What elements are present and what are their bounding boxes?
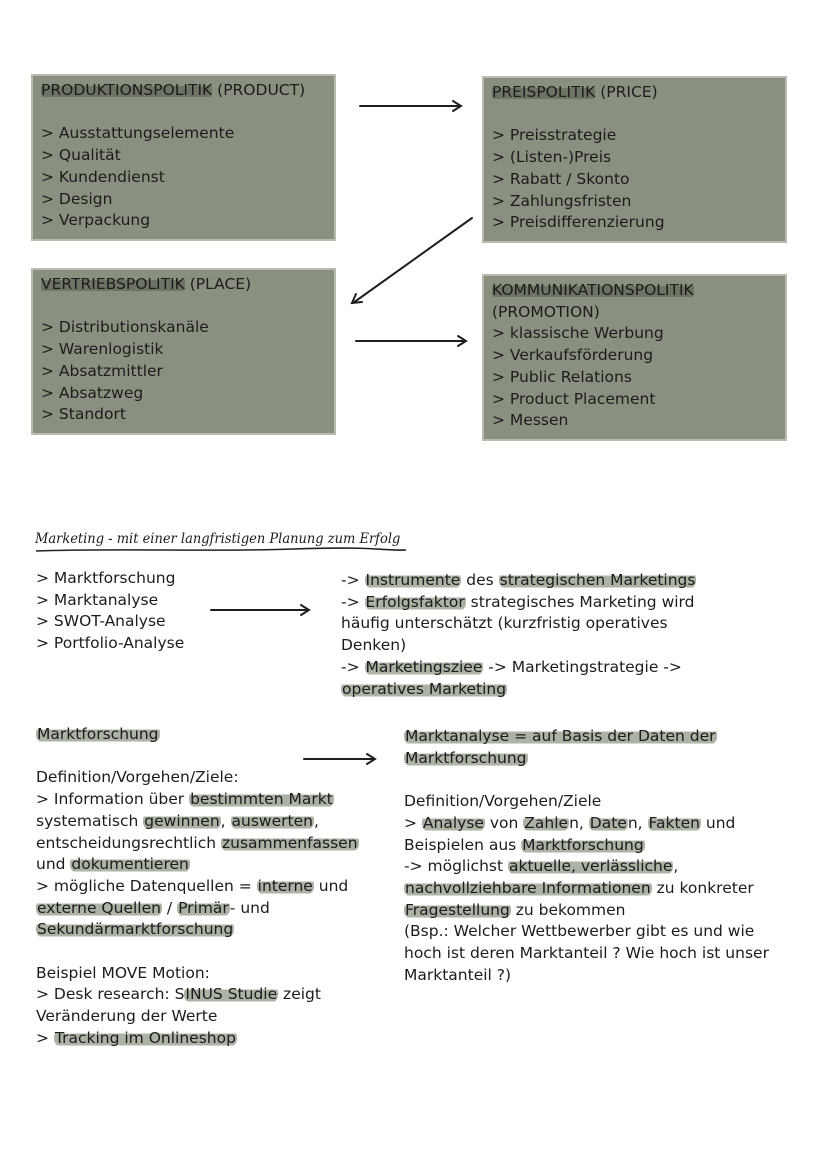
highlight: dokumentieren bbox=[71, 855, 189, 874]
list-item: > Portfolio-Analyse bbox=[36, 634, 185, 653]
text-line bbox=[36, 919, 406, 941]
price-box bbox=[482, 76, 787, 243]
text-line: Veränderung der Werte bbox=[36, 1007, 218, 1026]
text-line bbox=[36, 898, 406, 920]
product-title-main: PRODUKTIONSPOLITIK bbox=[41, 81, 213, 99]
place-title-sub: (PLACE) bbox=[189, 275, 252, 293]
text: > bbox=[404, 813, 422, 832]
product-title-sub: (PRODUCT) bbox=[217, 81, 306, 99]
text: / bbox=[161, 898, 178, 917]
highlight: Analyse bbox=[422, 813, 484, 832]
highlight: Instrumente bbox=[365, 571, 461, 589]
section-title bbox=[404, 748, 804, 770]
marketing-left-list bbox=[36, 568, 184, 655]
text: zeigt bbox=[278, 985, 321, 1004]
highlight: Erfolgsfaktor bbox=[365, 592, 465, 611]
product-title bbox=[41, 80, 326, 102]
marketing-right-text bbox=[341, 570, 761, 700]
highlight: zusammenfassen bbox=[221, 833, 358, 852]
text-line: Definition/Vorgehen/Ziele: bbox=[36, 768, 239, 787]
text-line bbox=[36, 876, 406, 898]
list-item: > Distributionskanäle bbox=[41, 318, 209, 337]
text: -> Marketingstrategie -> bbox=[483, 657, 682, 676]
text: n, bbox=[627, 813, 648, 832]
text-line: Beispiel MOVE Motion: bbox=[36, 963, 210, 982]
text: Beispielen aus bbox=[404, 835, 522, 854]
text: > mögliche Datenquellen = bbox=[36, 876, 257, 895]
text-line bbox=[404, 900, 804, 922]
text-line bbox=[341, 570, 761, 592]
list-item: > Verkaufsförderung bbox=[492, 346, 654, 365]
list-item: > Public Relations bbox=[492, 367, 632, 386]
text-line bbox=[341, 679, 761, 701]
promotion-title-sub: (PROMOTION) bbox=[492, 302, 600, 321]
text: -> möglichst bbox=[404, 857, 508, 876]
highlight: operatives Marketing bbox=[342, 679, 507, 698]
list-item: > Rabatt / Skonto bbox=[492, 169, 630, 188]
text: > Information über bbox=[36, 790, 190, 809]
text-line bbox=[404, 878, 804, 900]
place-list bbox=[41, 317, 326, 426]
text: , bbox=[673, 857, 679, 876]
list-item: > Absatzmittler bbox=[41, 361, 163, 380]
text-line bbox=[341, 657, 761, 679]
promotion-title-main: KOMMUNIKATIONSPOLITIK bbox=[492, 281, 694, 299]
promotion-box bbox=[482, 274, 787, 441]
price-title bbox=[492, 82, 777, 104]
highlight: Tracking im Onlineshop bbox=[54, 1028, 236, 1047]
text-line bbox=[404, 856, 804, 878]
list-item: > Zahlungsfristen bbox=[492, 191, 632, 210]
arrow-head bbox=[352, 294, 362, 303]
promotion-list bbox=[492, 323, 777, 432]
arrow-line bbox=[353, 218, 472, 303]
text: und bbox=[313, 876, 349, 895]
product-box bbox=[31, 74, 336, 241]
text-line: Denken) bbox=[341, 636, 407, 655]
place-title bbox=[41, 274, 326, 296]
text-line bbox=[341, 592, 761, 614]
price-list bbox=[492, 125, 777, 234]
script-underline bbox=[34, 546, 409, 554]
highlight: externe Quellen bbox=[37, 898, 161, 917]
list-item: > Preisdifferenzierung bbox=[492, 213, 665, 232]
script-heading: Marketing - mit einer langfristigen Planung zum Erfolg bbox=[35, 531, 401, 547]
text: strategisches Marketing wird bbox=[465, 592, 695, 611]
text-line bbox=[36, 984, 406, 1006]
highlight: Marktforschung bbox=[37, 725, 159, 743]
list-item: > Standort bbox=[41, 405, 126, 424]
list-item: > Kundendienst bbox=[41, 167, 165, 186]
marktanalyse-section bbox=[404, 726, 804, 986]
text: zu konkreter bbox=[651, 878, 754, 897]
text: , bbox=[220, 811, 231, 830]
highlight: INUS Studie bbox=[185, 985, 278, 1004]
text: - und bbox=[229, 898, 270, 917]
text-line bbox=[404, 813, 804, 835]
text-line bbox=[404, 835, 804, 857]
text: > Desk research: S bbox=[36, 985, 185, 1004]
highlight: nachvollziehbare Informationen bbox=[405, 878, 651, 897]
highlight: Fakten bbox=[648, 813, 700, 832]
text-line: häufig unterschätzt (kurzfristig operatives bbox=[341, 614, 668, 633]
price-title-sub: (PRICE) bbox=[600, 83, 658, 101]
text-line: hoch ist deren Marktanteil ? Wie hoch ist unser bbox=[404, 944, 769, 963]
text: -> bbox=[341, 592, 365, 611]
highlight: aktuelle, verlässliche bbox=[508, 857, 673, 876]
list-item: > Qualität bbox=[41, 146, 121, 165]
marktforschung-section bbox=[36, 724, 406, 1050]
list-item: > Preisstrategie bbox=[492, 126, 617, 145]
arrow-head bbox=[301, 605, 309, 615]
promotion-title bbox=[492, 280, 777, 323]
highlight: bestimmten Markt bbox=[190, 790, 333, 809]
text: und bbox=[36, 855, 71, 874]
text: zu bekommen bbox=[510, 900, 626, 919]
highlight: Sekundärmarktforschung bbox=[37, 920, 234, 939]
highlight: auswerten bbox=[231, 811, 313, 830]
text-line bbox=[36, 811, 406, 833]
text: -> bbox=[341, 657, 365, 676]
list-item: > Marktanalyse bbox=[36, 590, 159, 609]
text-line bbox=[36, 854, 406, 876]
text: -> bbox=[341, 571, 365, 589]
list-item: > (Listen-)Preis bbox=[492, 148, 612, 167]
highlight: interne bbox=[257, 876, 313, 895]
highlight: Marktforschung bbox=[522, 835, 644, 854]
text-line: Definition/Vorgehen/Ziele bbox=[404, 792, 602, 811]
highlight: Zahle bbox=[524, 813, 569, 832]
text-line bbox=[36, 789, 406, 811]
highlight: strategischen Marketings bbox=[499, 571, 696, 589]
price-title-main: PREISPOLITIK bbox=[492, 83, 596, 101]
text-line bbox=[36, 1028, 406, 1050]
text: systematisch bbox=[36, 811, 144, 830]
list-item: > Verpackung bbox=[41, 211, 151, 230]
text: , bbox=[313, 811, 319, 830]
highlight: Marktforschung bbox=[405, 748, 527, 767]
text: > bbox=[36, 1028, 54, 1047]
list-item: > SWOT-Analyse bbox=[36, 612, 166, 631]
arrow-head bbox=[458, 336, 466, 346]
list-item: > Ausstattungselemente bbox=[41, 124, 235, 143]
list-item: > Product Placement bbox=[492, 389, 656, 408]
text: von bbox=[484, 813, 524, 832]
list-item: > Design bbox=[41, 189, 113, 208]
highlight: Marketingsziee bbox=[365, 657, 483, 676]
text: entscheidungsrechtlich bbox=[36, 833, 221, 852]
highlight: Date bbox=[589, 813, 627, 832]
highlight: gewinnen bbox=[144, 811, 220, 830]
text: und bbox=[700, 813, 736, 832]
highlight: Fragestellung bbox=[405, 900, 510, 919]
list-item: > Absatzweg bbox=[41, 383, 144, 402]
text: n, bbox=[569, 813, 589, 832]
text-line: (Bsp.: Welcher Wettbewerber gibt es und wie bbox=[404, 922, 755, 941]
list-item: > klassische Werbung bbox=[492, 324, 664, 343]
section-title bbox=[404, 726, 804, 748]
text-line bbox=[36, 833, 406, 855]
list-item: > Messen bbox=[492, 411, 569, 430]
place-title-main: VERTRIEBSPOLITIK bbox=[41, 275, 185, 293]
arrow-head bbox=[453, 101, 461, 111]
highlight: Marktanalyse = auf Basis der Daten der bbox=[405, 727, 716, 745]
text-line: Marktanteil ?) bbox=[404, 965, 512, 984]
highlight: Primär bbox=[178, 898, 229, 917]
list-item: > Warenlogistik bbox=[41, 340, 164, 359]
list-item: > Marktforschung bbox=[36, 569, 176, 587]
text: des bbox=[461, 571, 499, 589]
place-box bbox=[31, 268, 336, 435]
product-list bbox=[41, 123, 326, 232]
section-title bbox=[36, 724, 406, 746]
